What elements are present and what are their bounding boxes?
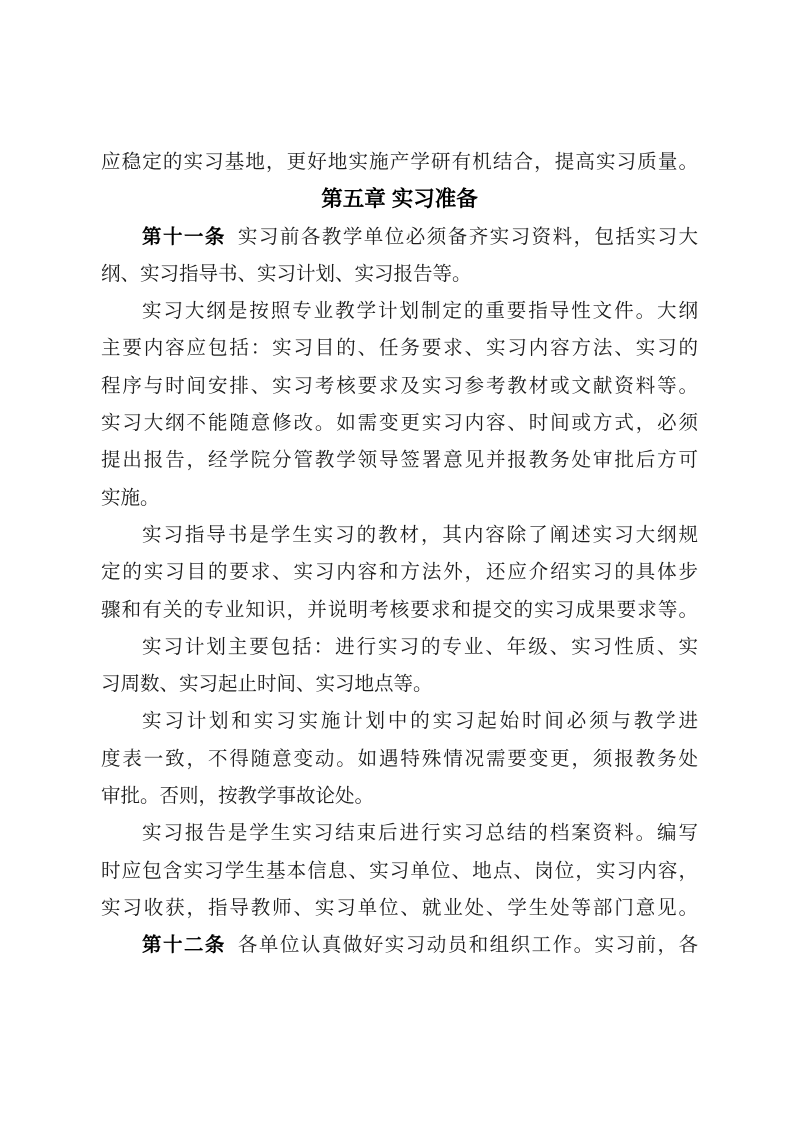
article-number-label: 第十二条	[142, 934, 226, 957]
paragraph-line	[101, 219, 698, 256]
paragraph-line: 度表一致，不得随意变动。如遇特殊情况需要变更，须报教务处	[101, 748, 698, 770]
paragraph-line: 应稳定的实习基地，更好地实施产学研有机结合，提高实习质量。	[101, 152, 698, 173]
paragraph-line: 实习计划主要包括：进行实习的专业、年级、实习性质、实	[142, 636, 698, 658]
paragraph-line: 习周数、实习起止时间、实习地点等。	[101, 674, 433, 696]
paragraph-line: 实习指导书是学生实习的教材，其内容除了阐述实习大纲规	[142, 524, 698, 546]
chapter-heading: 第五章 实习准备	[321, 187, 478, 212]
line-text: 各单位认真做好实习动员和组织工作。实习前，各	[237, 935, 698, 957]
paragraph-line: 实施。	[101, 487, 160, 509]
paragraph-line: 骤和有关的专业知识，并说明考核要求和提交的实习成果要求等。	[101, 599, 698, 621]
document-body	[101, 144, 698, 965]
paragraph-line	[101, 927, 698, 964]
paragraph-line: 实习报告是学生实习结束后进行实习总结的档案资料。编写	[142, 823, 698, 845]
paragraph-line: 纲、实习指导书、实习计划、实习报告等。	[101, 263, 472, 285]
line-text: 实习前各教学单位必须备齐实习资料，包括实习大	[237, 226, 698, 248]
paragraph-line: 审批。否则，按教学事故论处。	[101, 786, 375, 808]
paragraph-line: 主要内容应包括：实习目的、任务要求、实习内容方法、实习的	[101, 338, 698, 360]
paragraph-line: 实习收获，指导教师、实习单位、就业处、学生处等部门意见。	[101, 897, 698, 919]
paragraph-line: 实习计划和实习实施计划中的实习起始时间必须与教学进	[142, 711, 698, 733]
paragraph-line: 实习大纲是按照专业教学计划制定的重要指导性文件。大纲	[142, 301, 698, 323]
paragraph-line: 实习大纲不能随意修改。如需变更实习内容、时间或方式，必须	[101, 413, 698, 435]
paragraph-line: 定的实习目的要求、实习内容和方法外，还应介绍实习的具体步	[101, 562, 698, 584]
article-number-label: 第十一条	[142, 225, 226, 248]
paragraph-line: 提出报告，经学院分管教学领导签署意见并报教务处审批后方可	[101, 450, 698, 472]
paragraph-line: 时应包含实习学生基本信息、实习单位、地点、岗位，实习内容，	[101, 860, 698, 882]
paragraph-line: 程序与时间安排、实习考核要求及实习参考教材或文献资料等。	[101, 375, 698, 397]
